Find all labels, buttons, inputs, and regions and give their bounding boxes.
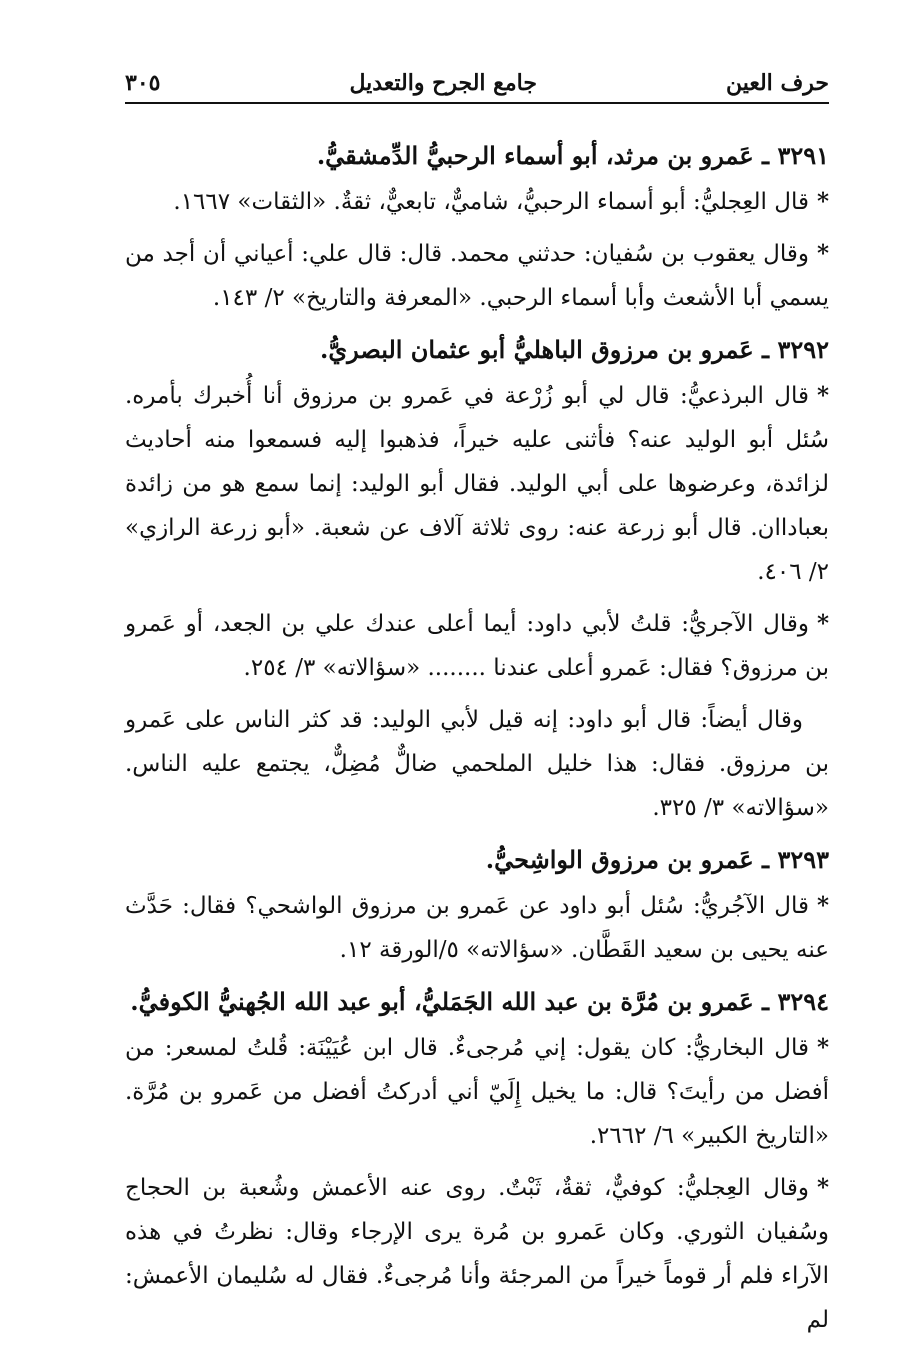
- paragraph-text: قال الآجُريُّ: سُئل أبو داود عن عَمرو بن مرزوق الواشحي؟ فقال: حَدَّث عنه يحيى بن سعيد القَطَّان. «سؤالاته» ٥/الورقة ١٢.: [125, 893, 829, 963]
- entry-paragraph: [125, 1026, 829, 1158]
- star-marker: *: [816, 610, 829, 637]
- entry-paragraph: [125, 884, 829, 972]
- entry-title: ٣٢٩٢ ـ عَمرو بن مرزوق الباهليُّ أبو عثمان البصريُّ.: [320, 335, 829, 364]
- paragraph-text: قال العِجليُّ: أبو أسماء الرحبيُّ، شاميٌّ، تابعيٌّ، ثقةٌ. «الثقات» ١٦٦٧.: [173, 189, 809, 215]
- entry-title: ٣٢٩٤ ـ عَمرو بن مُرَّة بن عبد الله الجَمَليُّ، أبو عبد الله الجُهنيُّ الكوفيُّ.: [130, 987, 829, 1016]
- book-title: جامع الجرح والتعديل: [349, 70, 537, 96]
- entry-3293: [125, 838, 829, 972]
- entry-title: ٣٢٩٣ ـ عَمرو بن مرزوق الواشِحيُّ.: [485, 845, 829, 874]
- entry-paragraph: [125, 602, 829, 690]
- entry-paragraph: [125, 374, 829, 594]
- star-marker: *: [816, 1174, 829, 1201]
- star-marker: *: [816, 892, 829, 919]
- running-head: [125, 70, 829, 104]
- entry-paragraph: [125, 232, 829, 320]
- paragraph-text: قال البرذعيُّ: قال لي أبو زُرْعة في عَمرو بن مرزوق أنا أُخبرك بأمره. سُئل أبو الوليد عنه؟ فأثنى عليه خيراً، فذهبوا إليه فسمعوا منه أحاديث لزائدة، وعرضوها على أبي الوليد. فقال أبو الوليد: إنما سمع هو من زائدة بعباداان. قال أبو زرعة عنه: روى ثلاثة آلاف عن شعبة. «أبو زرعة الرازي» ٢/ ٤٠٦.: [125, 383, 829, 585]
- entry-title: ٣٢٩١ ـ عَمرو بن مرثد، أبو أسماء الرحبيُّ الدِّمشقيُّ.: [316, 141, 829, 170]
- paragraph-text: قال البخاريُّ: كان يقول: إني مُرجىءٌ. قال ابن عُيَيْنَة: قُلتُ لمسعر: من أفضل من رأيتَ؟ قال: ما يخيل إِلَيّ أني أدركتُ أفضل من عَمرو بن مُرَّة. «التاريخ الكبير» ٦/ ٢٦٦٢.: [125, 1035, 829, 1149]
- entry-3294: [125, 980, 829, 1342]
- paragraph-text: وقال أيضاً: قال أبو داود: إنه قيل لأبي الوليد: قد كثر الناس على عَمرو بن مرزوق. فقال: هذا خليل الملحمي ضالٌّ مُضِلٌّ، يجتمع عليه الناس. «سؤالاته» ٣/ ٣٢٥.: [125, 707, 829, 821]
- page-number: ٣٠٥: [125, 70, 161, 96]
- paragraph-text: وقال العِجليُّ: كوفيٌّ، ثقةٌ، ثَبْتٌ. روى عنه الأعمش وشُعبة بن الحجاج وسُفيان الثوري. وكان عَمرو بن مُرة يرى الإرجاء وقال: نظرتُ في هذه الآراء فلم أر قوماً خيراً من المرجئة وأنا مُرجىءٌ. فقال له سُليمان الأعمش: لم: [125, 1175, 829, 1333]
- star-marker: *: [816, 1034, 829, 1061]
- page-body: [125, 134, 829, 1342]
- entry-paragraph: [125, 180, 829, 224]
- paragraph-text: وقال يعقوب بن سُفيان: حدثني محمد. قال: قال علي: أعياني أن أجد من يسمي أبا الأشعث وأبا أسماء الرحبي. «المعرفة والتاريخ» ٢/ ١٤٣.: [125, 241, 829, 311]
- star-marker: *: [816, 382, 829, 409]
- star-marker: *: [816, 240, 829, 267]
- entry-3291: [125, 134, 829, 320]
- paragraph-text: وقال الآجريُّ: قلتُ لأبي داود: أيما أعلى عندك علي بن الجعد، أو عَمرو بن مرزوق؟ فقال: عَمرو أعلى عندنا ........ «سؤالاته» ٣/ ٢٥٤.: [125, 611, 829, 681]
- chapter-title: حرف العين: [725, 70, 829, 96]
- entry-paragraph: [125, 698, 829, 830]
- star-marker: *: [816, 188, 829, 215]
- entry-3292: [125, 328, 829, 830]
- entry-paragraph: [125, 1166, 829, 1342]
